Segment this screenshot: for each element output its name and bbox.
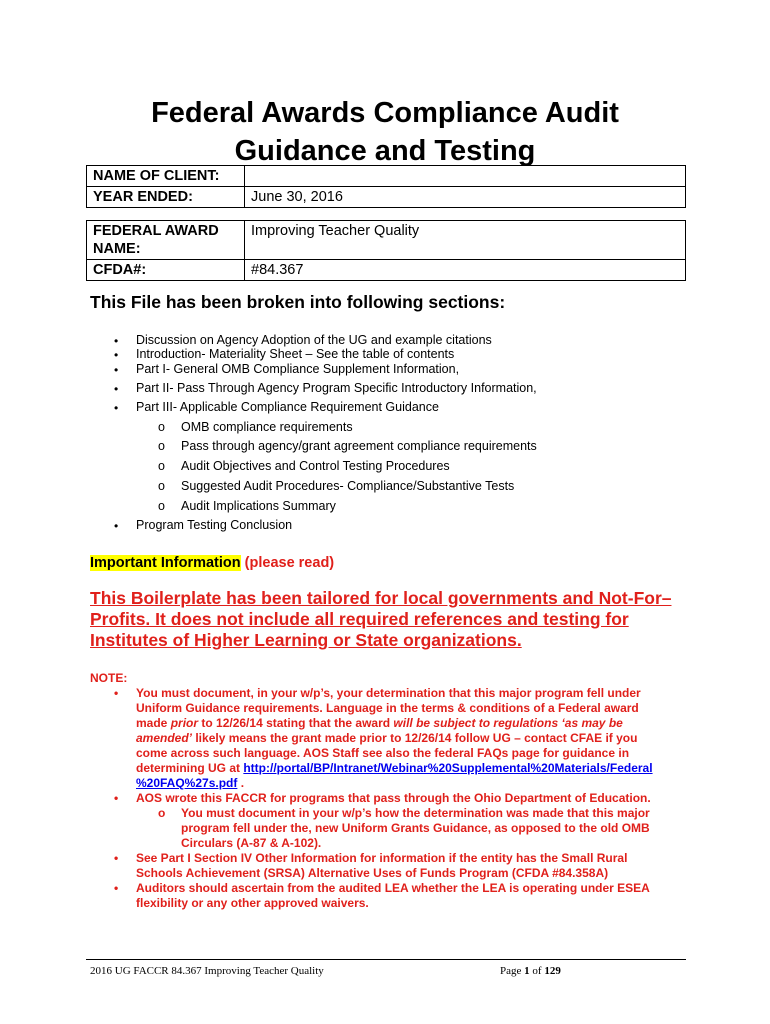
- award-name-value: Improving Teacher Quality: [245, 221, 686, 260]
- sub-list-item: Suggested Audit Procedures- Compliance/Substantive Tests: [181, 479, 515, 493]
- sub-list-item: Audit Objectives and Control Testing Procedures: [181, 459, 450, 473]
- bullet-glyph: •: [114, 791, 119, 805]
- award-name-label: FEDERAL AWARD NAME:: [87, 221, 245, 260]
- page-label: Page: [500, 965, 525, 977]
- note-line: Uniform Guidance requirements. Language in the terms & conditions of a Federal award: [136, 701, 639, 715]
- sub-bullet-glyph: o: [158, 479, 165, 493]
- faq-link-continued[interactable]: %20FAQ%27s.pdf: [136, 776, 238, 790]
- text-run: determining UG at: [136, 761, 244, 775]
- list-item: Introduction- Materiality Sheet – See the table of contents: [136, 347, 455, 361]
- bullet-glyph: •: [114, 401, 119, 415]
- bullet-glyph: •: [114, 348, 119, 362]
- text-run-italic: amended’: [136, 731, 193, 745]
- sub-bullet-glyph: o: [158, 806, 166, 820]
- note-line: Circulars (A-87 & A-102).: [181, 836, 322, 850]
- note-bullet-srsa: [136, 851, 627, 881]
- list-item: Discussion on Agency Adoption of the UG and example citations: [136, 333, 492, 347]
- note-bullet-esea-flexibility: [136, 881, 650, 911]
- faq-link[interactable]: http://portal/BP/Intranet/Webinar%20Supplemental%20Materials/Federal: [243, 761, 653, 775]
- sub-bullet-glyph: o: [158, 459, 165, 473]
- boilerplate-line: Profits. It does not include all required references and testing for: [90, 609, 629, 629]
- sub-list-item: OMB compliance requirements: [181, 420, 353, 434]
- footer-document-name: 2016 UG FACCR 84.367 Improving Teacher Quality: [90, 965, 324, 977]
- bullet-glyph: •: [114, 851, 119, 865]
- list-item: Program Testing Conclusion: [136, 518, 293, 532]
- bullet-glyph: •: [114, 382, 119, 396]
- list-item: Part II- Pass Through Agency Program Specific Introductory Information,: [136, 381, 537, 395]
- text-run: made: [136, 716, 171, 730]
- note-line: come across such language. AOS Staff see also the federal FAQs page for guidance in: [136, 746, 630, 760]
- list-item: Part I- General OMB Compliance Supplement Information,: [136, 362, 460, 376]
- bullet-glyph: •: [114, 881, 119, 895]
- note-line: You must document, in your w/p’s, your determination that this major program fell under: [136, 686, 641, 700]
- important-info-heading: [90, 555, 334, 571]
- note-line: See Part I Section IV Other Information for information if the entity has the Small Rural: [136, 851, 628, 865]
- sub-bullet-glyph: o: [158, 499, 165, 513]
- text-run: .: [237, 776, 245, 790]
- text-run-italic: prior: [170, 716, 199, 730]
- sub-bullet-glyph: o: [158, 420, 165, 434]
- boilerplate-notice: [90, 588, 710, 651]
- please-read-note: (please read): [240, 555, 335, 571]
- award-info-table: [86, 220, 686, 281]
- note-line: [136, 731, 653, 746]
- sub-bullet-glyph: o: [158, 439, 165, 453]
- document-title: [80, 94, 690, 170]
- title-line-2: Guidance and Testing: [234, 135, 536, 167]
- sections-heading: This File has been broken into following sections:: [90, 292, 506, 312]
- year-ended-value: June 30, 2016: [245, 187, 686, 208]
- client-info-table: [86, 165, 686, 208]
- title-line-1: Federal Awards Compliance Audit: [151, 97, 619, 129]
- bullet-glyph: •: [114, 334, 119, 348]
- footer-page-number: [500, 965, 561, 977]
- of-label: of: [529, 965, 545, 977]
- year-ended-label: YEAR ENDED:: [87, 187, 245, 208]
- note-bullet-ug-documentation: [136, 686, 653, 791]
- note-line: AOS wrote this FACCR for programs that pass through the Ohio Department of Education.: [136, 791, 651, 805]
- note-line: Auditors should ascertain from the audited LEA whether the LEA is operating under ESEA: [136, 881, 650, 895]
- note-line: You must document in your w/p’s how the determination was made that this major: [181, 806, 650, 820]
- boilerplate-line: Institutes of Higher Learning or State organizations.: [90, 630, 522, 650]
- note-line: Schools Achievement (SRSA) Alternative Uses of Funds Program (CFDA #84.358A): [136, 866, 609, 880]
- bullet-glyph: •: [114, 363, 119, 377]
- client-name-value: [245, 166, 686, 187]
- text-run: likely means the grant made prior to 12/26/14 follow UG – contact CFAE if you: [192, 731, 638, 745]
- list-item: Part III- Applicable Compliance Requirement Guidance: [136, 400, 439, 414]
- cfda-label: CFDA#:: [87, 260, 245, 281]
- note-line: [136, 761, 653, 776]
- sub-list-item: Audit Implications Summary: [181, 499, 336, 513]
- total-pages: 129: [544, 965, 561, 977]
- bullet-glyph: •: [114, 519, 119, 533]
- note-line: [136, 716, 653, 731]
- boilerplate-line: This Boilerplate has been tailored for local governments and Not-For–: [90, 588, 672, 608]
- sub-list-item: Pass through agency/grant agreement compliance requirements: [181, 439, 537, 453]
- note-line: [136, 776, 653, 791]
- current-page: 1: [524, 965, 530, 977]
- text-run: to 12/26/14 stating that the award: [198, 716, 394, 730]
- bullet-glyph: •: [114, 686, 119, 700]
- note-label: NOTE:: [90, 671, 128, 685]
- cfda-value: #84.367: [245, 260, 686, 281]
- important-highlight: Important Information: [90, 555, 241, 571]
- note-line: flexibility or any other approved waivers.: [136, 896, 369, 910]
- note-line: program fell under the, new Uniform Grants Guidance, as opposed to the old OMB: [181, 821, 650, 835]
- client-name-label: NAME OF CLIENT:: [87, 166, 245, 187]
- text-run-italic: will be subject to regulations ‘as may be: [393, 716, 623, 730]
- footer-divider: [86, 959, 686, 960]
- note-subbullet-determination: [181, 806, 650, 851]
- note-bullet-aos-faccr: [136, 791, 651, 806]
